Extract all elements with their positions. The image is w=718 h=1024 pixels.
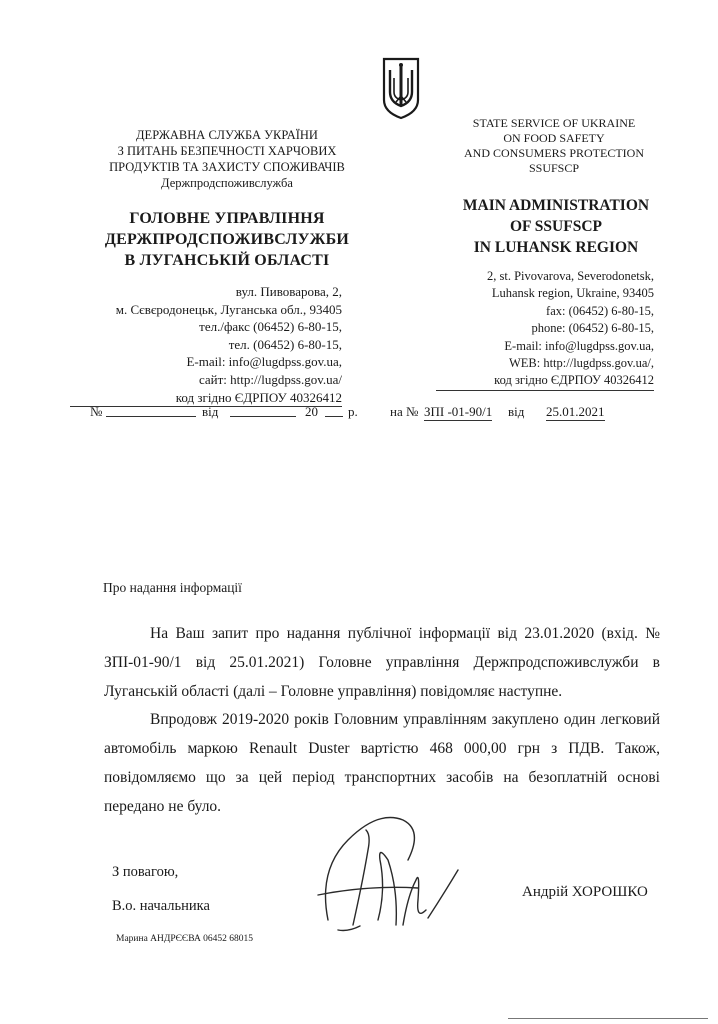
org-line: Держпродспоживслужба: [161, 176, 293, 190]
outgoing-number-label: №: [90, 404, 103, 419]
main-line: MAIN ADMINISTRATION: [462, 197, 650, 214]
issuer-main-title-ua: [78, 208, 376, 271]
address-line: WEB: http://lugdpss.gov.ua/,: [508, 356, 654, 371]
letter-subject: Про надання інформації: [103, 580, 242, 595]
address-line: тел. (06452) 6-80-15,: [228, 336, 342, 352]
address-line: E-mail: info@lugdpss.gov.ua,: [186, 354, 342, 370]
address-line: вул. Пивоварова, 2,: [235, 284, 342, 299]
in-reply-from-label: від: [508, 404, 525, 419]
reference-line: [90, 404, 670, 424]
org-line: ON FOOD SAFETY: [503, 131, 605, 145]
main-line: ДЕРЖПРОДСПОЖИВСЛУЖБИ: [104, 231, 350, 248]
in-reply-number: ЗПІ -01-90/1: [424, 404, 493, 419]
address-line: код згідно ЄДРПОУ 40326412: [436, 372, 654, 390]
contact-person: Марина АНДРЄЄВА 06452 68015: [116, 934, 254, 944]
main-line: IN LUHANSK REGION: [473, 239, 639, 256]
signer-position: В.о. начальника: [112, 898, 210, 914]
in-reply-date: 25.01.2021: [546, 404, 605, 419]
org-line: З ПИТАНЬ БЕЗПЕЧНОСТІ ХАРЧОВИХ: [117, 144, 337, 158]
year-blank: [325, 404, 343, 417]
issuer-address-ua: [70, 283, 342, 407]
main-line: OF SSUFSCP: [509, 218, 602, 235]
issuer-org-name-en: [448, 116, 660, 176]
body-paragraph-2: Впродовж 2019-2020 років Головним управлінням закуплено один легковий автомобіль маркою Renault Duster вартістю 468 000,00 грн з ПДВ. Також, повідомляємо що за цей період транспортних засобів на безоплатній основі передано не було.: [104, 711, 660, 815]
coat-of-arms-icon: [381, 56, 421, 120]
issuer-org-name-ua: [86, 127, 368, 191]
signer-name: Андрій ХОРОШКО: [522, 884, 648, 900]
address-line: сайт: http://lugdpss.gov.ua/: [198, 371, 342, 387]
outgoing-number-blank: [106, 404, 196, 417]
outgoing-date-blank: [230, 404, 296, 417]
address-line: код згідно ЄДРПОУ 40326412: [70, 389, 342, 408]
address-line: м. Сєвєродонецьк, Луганська обл., 93405: [115, 301, 342, 317]
org-line: ДЕРЖАВНА СЛУЖБА УКРАЇНИ: [136, 128, 318, 142]
year-suffix: р.: [348, 404, 358, 419]
in-reply-label: на №: [390, 404, 419, 419]
address-line: E-mail: info@lugdpss.gov.ua,: [504, 338, 654, 353]
org-line: SSUFSCP: [528, 161, 580, 175]
body-paragraph-1: На Ваш запит про надання публічної інформації від 23.01.2020 (вхід. № ЗПІ-01-90/1 від 25.01.2021) Головне управління Держпродспоживслужби в Луганській області (далі – Головне управління) повідомляє наступне.: [104, 625, 660, 700]
main-line: В ЛУГАНСЬКІЙ ОБЛАСТІ: [124, 252, 330, 269]
closing-regards: З повагою,: [112, 864, 179, 880]
issuer-address-en: [436, 268, 654, 391]
org-line: AND CONSUMERS PROTECTION: [463, 146, 645, 160]
main-line: ГОЛОВНЕ УПРАВЛІННЯ: [129, 210, 325, 227]
address-line: phone: (06452) 6-80-15,: [531, 321, 654, 336]
year-prefix: 20: [305, 404, 318, 419]
outgoing-date-label: від: [202, 404, 219, 419]
address-line: тел./факс (06452) 6-80-15,: [199, 319, 342, 335]
handwritten-signature-icon: [308, 800, 478, 940]
org-line: STATE SERVICE OF UKRAINE: [472, 116, 636, 130]
address-line: fax: (06452) 6-80-15,: [546, 303, 654, 318]
org-line: ПРОДУКТІВ ТА ЗАХИСТУ СПОЖИВАЧІВ: [109, 160, 345, 174]
bottom-edge-line: [508, 1018, 708, 1019]
address-line: 2, st. Pivovarova, Severodonetsk,: [487, 269, 654, 283]
address-line: Luhansk region, Ukraine, 93405: [491, 286, 654, 301]
issuer-main-title-en: [440, 195, 672, 258]
